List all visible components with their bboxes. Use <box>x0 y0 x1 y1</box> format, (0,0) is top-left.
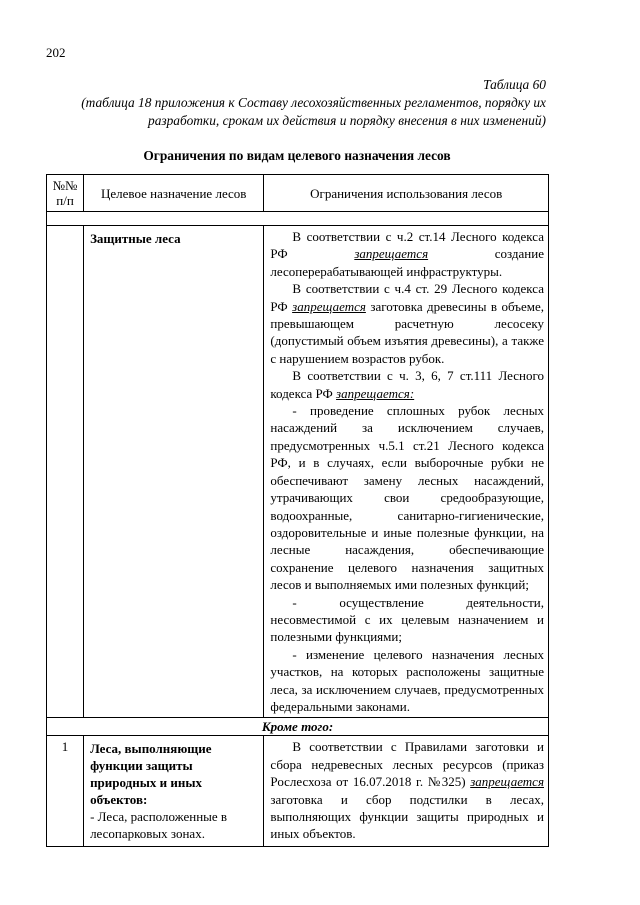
restriction-paragraph: В соответствии с ч.4 ст. 29 Лесного кодекса РФ запрещается заготовка древесины в объеме, превышающем расчетную лесосеку (допустимый объем изъятия древесины), а также с нарушением возрастов рубок. <box>270 281 545 366</box>
empty-row <box>47 212 549 226</box>
table-header-row <box>47 175 549 212</box>
restriction-paragraph: В соответствии с ч. 3, 6, 7 ст.111 Лесного кодекса РФ запрещается: <box>270 368 544 401</box>
restrictions-text <box>264 736 549 847</box>
forest-category: Защитные леса <box>84 226 264 718</box>
header-restrictions: Ограничения использования лесов <box>264 175 549 212</box>
restriction-item: - осуществление деятельности, несовместимой с их целевым назначением и полезными функциями; <box>270 594 544 645</box>
restriction-paragraph: В соответствии с Правилами заготовки и сбора недревесных лесных ресурсов (приказ Рослесхоза от 16.07.2018 г. №325) запрещается заготовка и сбор подстилки в лесах, выполняющих функции защиты природных и иных объектов. <box>270 739 544 842</box>
table-source-note: (таблица 18 приложения к Составу лесохозяйственных регламентов, порядку их разработки, срокам их действия и порядку внесения в них изменений) <box>81 95 546 128</box>
restrictions-table <box>46 174 549 847</box>
forest-category <box>84 736 264 847</box>
page-number: 202 <box>46 45 66 60</box>
separator-label: Кроме того: <box>47 718 549 736</box>
header-purpose: Целевое назначение лесов <box>84 175 264 212</box>
table-caption <box>76 76 546 130</box>
row-number <box>47 226 84 718</box>
restriction-item: - проведение сплошных рубок лесных насаждений за исключением случаев, предусмотренных ч.5.1 ст.21 Лесного кодекса РФ, и в случаях, если выборочные рубки не обеспечивают замену лесных насаждений, утрачивающих свои средообразующие, водоохранные, санитарно-гигиенические, оздоровительные и иные полезные функции, на лесные насаждения, обеспечивающие сохранение целевого назначения защитных лесов и выполняемых ими полезных функций; <box>270 403 544 593</box>
row-number: 1 <box>47 736 84 847</box>
document-title: Ограничения по видам целевого назначения лесов <box>143 148 451 163</box>
header-number: №№ п/п <box>47 175 84 212</box>
category-detail: - Леса, расположенные в лесопарковых зонах. <box>90 809 228 842</box>
category-title: Леса, выполняющие функции защиты природных и иных объектов: <box>90 741 212 808</box>
separator-row <box>47 718 549 736</box>
table-row <box>47 226 549 718</box>
table-number: Таблица 60 <box>483 77 546 92</box>
restriction-paragraph: В соответствии с ч.2 ст.14 Лесного кодекса РФ запрещается создание лесоперерабатывающей инфраструктуры. <box>270 229 544 279</box>
restriction-item: - изменение целевого назначения лесных участков, на которых расположены защитные леса, за исключением случаев, предусмотренных федеральными законами. <box>270 646 544 714</box>
restrictions-text <box>264 226 549 718</box>
table-row <box>47 736 549 847</box>
